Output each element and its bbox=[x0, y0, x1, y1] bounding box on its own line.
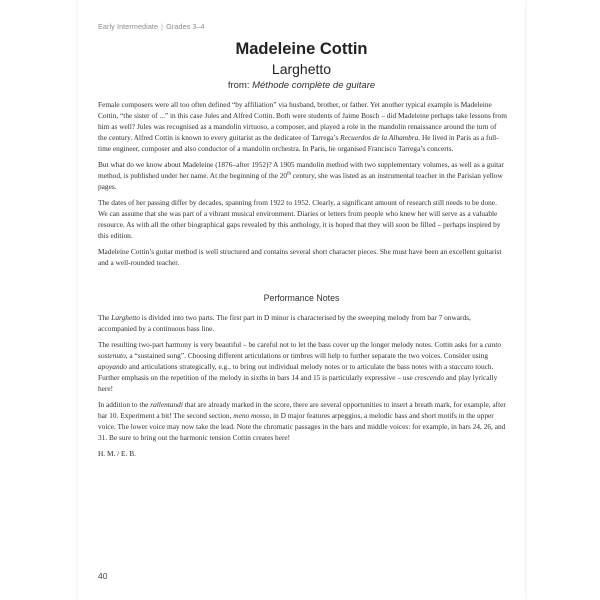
level-label: Early Intermediate bbox=[98, 22, 159, 31]
notes-p3-italic-d: meno mosso bbox=[233, 411, 270, 421]
notes-p2-text-c: , a “sustained song”. Choosing different articulations or timbres will help to further separate the two voices. Consider using bbox=[125, 351, 489, 361]
intro-paragraph-2 bbox=[98, 160, 507, 193]
notes-p1-text-a: The bbox=[98, 313, 112, 322]
notes-p2-text-i: and play lyrically here! bbox=[98, 372, 498, 393]
source-line bbox=[78, 80, 525, 91]
running-head-separator: | bbox=[161, 22, 164, 31]
notes-p3-italic-b: rallentandi bbox=[150, 400, 183, 410]
piece-title: Larghetto bbox=[271, 61, 332, 77]
intro-paragraph-4: Madeleine Cottin’s guitar method is well structured and contains several short character pieces. She must have been an excellent guitarist and a well-rounded teacher. bbox=[98, 247, 502, 267]
notes-p2-italic-d: apoyando bbox=[98, 362, 127, 372]
intro-paragraph-1 bbox=[98, 100, 507, 155]
notes-paragraph-2 bbox=[98, 340, 507, 395]
intro-p1-text-a: Female composers were all too often defined “by affiliation” via husband, brother, or father. Yet another typical example is Madeleine Cottin, “the sister of ...” in this case Jules and Alfred Cottin. Both were students of Jaime Bosch – did Madeleine perhaps take lessons from him as well? Jules was recognised as a mandolin virtuoso, a composer, and played a role in the mandolin renaissance around the turn of the century. Alfred Cottin is known to every guitarist as the dedicatee of Tarrega’s bbox=[98, 100, 507, 142]
notes-paragraph-3 bbox=[98, 400, 507, 444]
notes-p2-text-a: The resulting two-part harmony is very beautiful – be careful not to let the bass cover up the longer melody notes. Cottin asks for a bbox=[98, 340, 485, 350]
notes-p3-text-e: , in D major features arpeggios, a melodic bass and short motifs in the upper voice. The lower voice may now take the lead. Note the chromatic passages in the bars and middle voices: for example, in bars 24, 26, and 31. Be sure to bring out the harmonic tension Cottin creates here! bbox=[98, 411, 506, 442]
intro-text bbox=[98, 100, 507, 274]
composer-title: Madeleine Cottin bbox=[235, 40, 368, 58]
book-page bbox=[78, 0, 525, 600]
performance-notes-text bbox=[98, 313, 507, 465]
notes-p1-italic: Larghetto bbox=[111, 313, 140, 322]
notes-p2-italic-f: staccato bbox=[448, 362, 474, 372]
intro-paragraph-3: The dates of her passing differ by decades, spanning from 1922 to 1952. Clearly, a significant amount of research still needs to be done. We can assume that she was part of a vibrant musical environment. Diaries or letters from people who knew her will serve as a valuable resource. As with all the other biographical gaps revealed by this anthology, it is hoped that they will soon be filled – perhaps inspired by this edition. bbox=[98, 198, 501, 240]
performance-notes-heading: Performance Notes bbox=[263, 293, 340, 303]
notes-p3-text-c: that are already marked in the score, there are several opportunities to insert a breath mark, for example, after bar 10. Experiment a bit! The second section, bbox=[98, 400, 506, 421]
intro-p2-superscript: th bbox=[287, 171, 291, 177]
notes-p2-text-g: touch. Further emphasis on the repetition of the melody in sixths in bars 14 and 15 is particularly expressive – use bbox=[98, 362, 494, 382]
grades-label: Grades 3–4 bbox=[166, 22, 205, 31]
intro-p1-text-c: . He lived in Paris as a full-time engineer, composer and also conductor of a mandolin orchestra. In Paris, he organised Francisco Tarrega’s concerts. bbox=[98, 132, 499, 153]
notes-p3-text-a: In addition to the bbox=[98, 400, 151, 410]
source-work: Méthode complète de guitare bbox=[252, 80, 376, 91]
notes-p2-text-e: and articulations strategically, e.g., to bring out individual melody notes or to articulate the bass notes with a bbox=[126, 362, 449, 372]
intro-p2-text-b: century, she was listed as an instrumental teacher in the Parisian yellow pages. bbox=[98, 170, 503, 191]
intro-p1-italic: Recuerdos de la Alhambra bbox=[340, 132, 419, 142]
notes-signature: H. M. / E. B. bbox=[98, 449, 136, 459]
page-number: 40 bbox=[98, 571, 108, 581]
notes-p2-italic-h: crescendo bbox=[414, 372, 445, 382]
notes-p1-text-c: is divided into two parts. The first part in D minor is characterised by the sweeping melody from bar 7 onwards, accompanied by a continuous bass line. bbox=[98, 313, 471, 333]
notes-p2-italic-b: canto sostenuto bbox=[98, 340, 501, 361]
intro-p2-text-a: But what do we know about Madeleine (1876–after 1952)? A 1905 mandolin method with two supplementary volumes, as well as a guitar method, is published under her name. At the beginning of the 20 bbox=[98, 159, 504, 180]
notes-paragraph-1 bbox=[98, 313, 507, 335]
running-head bbox=[98, 22, 205, 31]
source-prefix: from: bbox=[227, 80, 250, 91]
